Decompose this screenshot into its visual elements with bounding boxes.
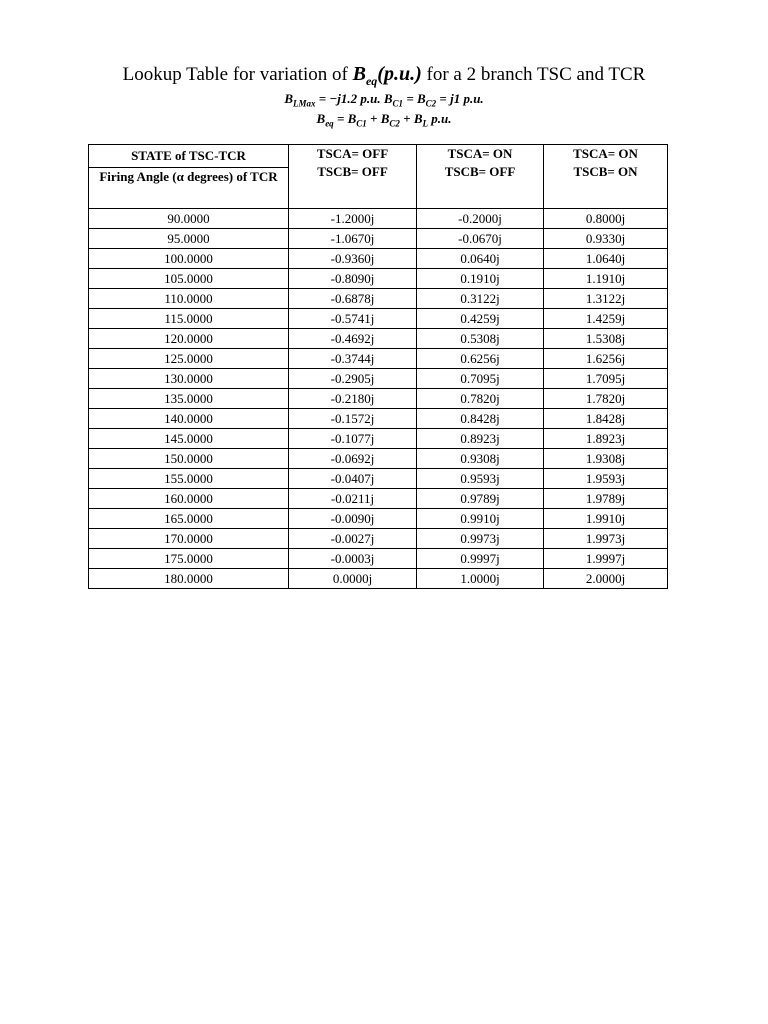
table-row (89, 449, 668, 469)
off-off-cell: -1.2000j (289, 209, 417, 229)
table-row (89, 249, 668, 269)
on-on-cell: 1.9997j (544, 549, 668, 569)
table-row (89, 529, 668, 549)
table-row (89, 409, 668, 429)
on-on-cell: 1.1910j (544, 269, 668, 289)
off-off-cell: -0.3744j (289, 349, 417, 369)
on-off-cell: 0.7820j (417, 389, 544, 409)
table-row (89, 329, 668, 349)
off-off-cell: -0.2905j (289, 369, 417, 389)
on-on-cell: 1.6256j (544, 349, 668, 369)
firing-angle-header: Firing Angle (α degrees) of TCR (89, 168, 289, 209)
on-on-cell: 1.7820j (544, 389, 668, 409)
column-header-on-off: TSCA= ON TSCB= OFF (417, 145, 544, 209)
lookup-table (88, 144, 668, 589)
firing-angle-cell: 175.0000 (89, 549, 289, 569)
table-row (89, 429, 668, 449)
off-off-cell: -0.0003j (289, 549, 417, 569)
off-off-cell: -0.4692j (289, 329, 417, 349)
off-off-cell: -0.0407j (289, 469, 417, 489)
table-row (89, 349, 668, 369)
firing-angle-cell: 145.0000 (89, 429, 289, 449)
firing-angle-cell: 140.0000 (89, 409, 289, 429)
off-off-cell: -0.5741j (289, 309, 417, 329)
on-on-cell: 2.0000j (544, 569, 668, 589)
table-row (89, 309, 668, 329)
on-on-cell: 1.9308j (544, 449, 668, 469)
table-row (89, 549, 668, 569)
on-off-cell: -0.0670j (417, 229, 544, 249)
table-row (89, 369, 668, 389)
on-off-cell: 0.9973j (417, 529, 544, 549)
on-off-cell: 0.0640j (417, 249, 544, 269)
off-off-cell: -0.0211j (289, 489, 417, 509)
on-off-cell: 0.5308j (417, 329, 544, 349)
firing-angle-cell: 100.0000 (89, 249, 289, 269)
firing-angle-cell: 170.0000 (89, 529, 289, 549)
on-on-cell: 0.8000j (544, 209, 668, 229)
firing-angle-cell: 125.0000 (89, 349, 289, 369)
table-row (89, 389, 668, 409)
off-off-cell: -0.2180j (289, 389, 417, 409)
on-off-cell: 0.8428j (417, 409, 544, 429)
table-row (89, 289, 668, 309)
state-header: STATE of TSC-TCR (89, 145, 289, 168)
table-row (89, 469, 668, 489)
on-off-cell: -0.2000j (417, 209, 544, 229)
column-header-off-off: TSCA= OFF TSCB= OFF (289, 145, 417, 209)
on-off-cell: 0.4259j (417, 309, 544, 329)
table-row (89, 209, 668, 229)
on-off-cell: 0.9997j (417, 549, 544, 569)
title-suffix: for a 2 branch TSC and TCR (421, 64, 646, 85)
firing-angle-cell: 110.0000 (89, 289, 289, 309)
on-off-cell: 0.9789j (417, 489, 544, 509)
off-off-cell: -0.0090j (289, 509, 417, 529)
off-off-cell: -0.0692j (289, 449, 417, 469)
firing-angle-cell: 165.0000 (89, 509, 289, 529)
on-on-cell: 1.0640j (544, 249, 668, 269)
title-prefix: Lookup Table for variation of (122, 64, 353, 85)
firing-angle-cell: 115.0000 (89, 309, 289, 329)
firing-angle-cell: 120.0000 (89, 329, 289, 349)
table-row (89, 569, 668, 589)
off-off-cell: -0.1077j (289, 429, 417, 449)
off-off-cell: -1.0670j (289, 229, 417, 249)
off-off-cell: 0.0000j (289, 569, 417, 589)
off-off-cell: -0.6878j (289, 289, 417, 309)
firing-angle-cell: 150.0000 (89, 449, 289, 469)
on-on-cell: 1.7095j (544, 369, 668, 389)
on-on-cell: 0.9330j (544, 229, 668, 249)
equation-line-1: $B_{LMax} = -j1.2$ p.u. $B_{C1} = B_{C2} = j1$ p.u. (284, 91, 484, 109)
on-on-cell: 1.9973j (544, 529, 668, 549)
table-row (89, 489, 668, 509)
firing-angle-cell: 130.0000 (89, 369, 289, 389)
column-header-on-on: TSCA= ON TSCB= ON (544, 145, 668, 209)
on-off-cell: 0.9308j (417, 449, 544, 469)
off-off-cell: -0.8090j (289, 269, 417, 289)
firing-angle-cell: 135.0000 (89, 389, 289, 409)
firing-angle-cell: 105.0000 (89, 269, 289, 289)
off-off-cell: -0.9360j (289, 249, 417, 269)
on-on-cell: 1.9789j (544, 489, 668, 509)
firing-angle-cell: 95.0000 (89, 229, 289, 249)
on-off-cell: 1.0000j (417, 569, 544, 589)
equation-line-2: $B_{eq} = B_{C1} + B_{C2} + B_L$ p.u. (316, 111, 452, 129)
on-off-cell: 0.6256j (417, 349, 544, 369)
firing-angle-cell: 180.0000 (89, 569, 289, 589)
on-on-cell: 1.8923j (544, 429, 668, 449)
firing-angle-cell: 90.0000 (89, 209, 289, 229)
off-off-cell: -0.1572j (289, 409, 417, 429)
table-body (89, 209, 668, 589)
on-on-cell: 1.9910j (544, 509, 668, 529)
firing-angle-cell: 160.0000 (89, 489, 289, 509)
off-off-cell: -0.0027j (289, 529, 417, 549)
on-on-cell: 1.4259j (544, 309, 668, 329)
on-on-cell: 1.3122j (544, 289, 668, 309)
table-row (89, 509, 668, 529)
on-off-cell: 0.1910j (417, 269, 544, 289)
table-row (89, 229, 668, 249)
on-off-cell: 0.7095j (417, 369, 544, 389)
on-off-cell: 0.8923j (417, 429, 544, 449)
on-on-cell: 1.8428j (544, 409, 668, 429)
on-on-cell: 1.5308j (544, 329, 668, 349)
on-off-cell: 0.9910j (417, 509, 544, 529)
on-off-cell: 0.3122j (417, 289, 544, 309)
firing-angle-cell: 155.0000 (89, 469, 289, 489)
title-math: $B_{eq}(p.u.)$ (352, 63, 422, 88)
on-on-cell: 1.9593j (544, 469, 668, 489)
on-off-cell: 0.9593j (417, 469, 544, 489)
table-row (89, 269, 668, 289)
